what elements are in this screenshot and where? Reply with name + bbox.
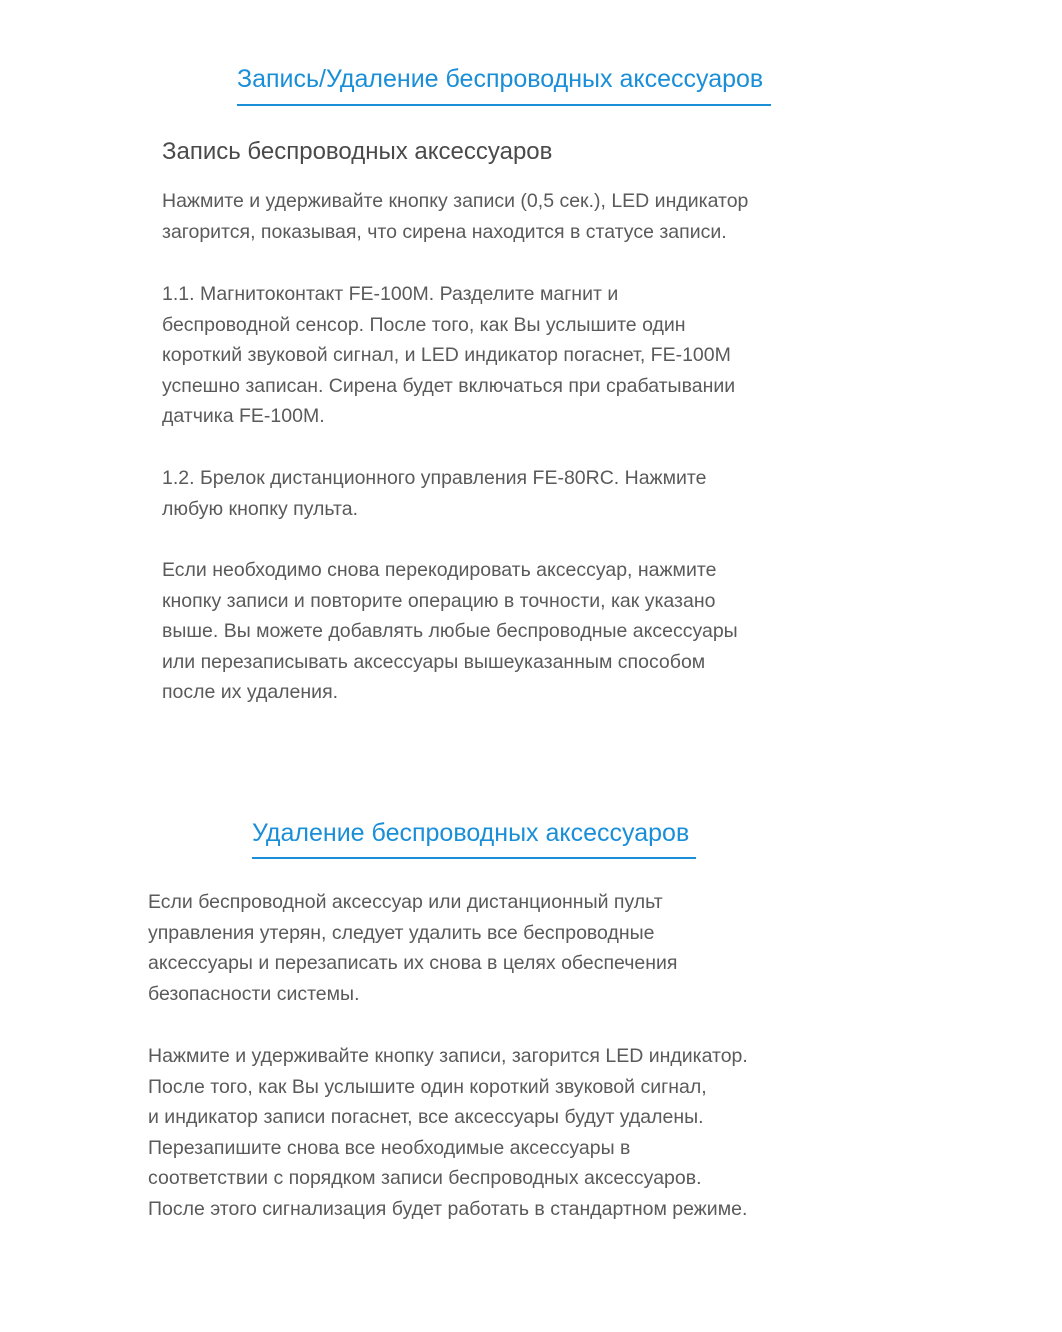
section-title-delete: Удаление беспроводных аксессуаров	[252, 819, 690, 847]
paragraph-magnetic-contact	[162, 279, 735, 432]
text-line: кнопку записи и повторите операцию в точности, как указано	[162, 589, 716, 612]
text-line: и индикатор записи погаснет, все аксессуары будут удалены.	[148, 1106, 704, 1128]
paragraph-record-intro	[162, 186, 748, 247]
text-line: управления утерян, следует удалить все беспроводные	[148, 921, 655, 944]
text-line: Нажмите и удерживайте кнопку записи, загорится LED индикатор.	[148, 1045, 748, 1067]
text-line: выше. Вы можете добавлять любые беспроводные аксессуары	[162, 620, 738, 642]
text-line: датчика FE-100M.	[162, 405, 325, 427]
text-line: 1.1. Магнитоконтакт FE-100M. Разделите магнит и	[162, 283, 619, 305]
text-line: Если беспроводной аксессуар или дистанционный пульт	[148, 891, 663, 913]
text-line: любую кнопку пульта.	[162, 497, 359, 520]
text-line: после их удаления.	[162, 681, 339, 703]
text-line: 1.2. Брелок дистанционного управления FE-80RC. Нажмите	[162, 467, 707, 489]
text-line: короткий звуковой сигнал, и LED индикатор погаснет, FE-100M	[162, 344, 731, 366]
text-line: или перезаписывать аксессуары вышеуказанным способом	[162, 650, 706, 673]
text-line: загорится, показывая, что сирена находится в статусе записи.	[162, 220, 727, 243]
title-underline	[252, 857, 696, 859]
text-line: После этого сигнализация будет работать в стандартном режиме.	[148, 1197, 748, 1220]
section-title-record-delete: Запись/Удаление беспроводных аксессуаров	[237, 65, 764, 93]
paragraph-lost-accessory	[148, 887, 677, 1009]
title-underline	[237, 104, 771, 106]
paragraph-delete-procedure	[148, 1041, 748, 1224]
text-line: После того, как Вы услышите один короткий звуковой сигнал,	[148, 1075, 707, 1098]
text-line: безопасности системы.	[148, 982, 360, 1005]
paragraph-recode-note	[162, 555, 738, 708]
text-line: Если необходимо снова перекодировать аксессуар, нажмите	[162, 559, 717, 581]
text-line: беспроводной сенсор. После того, как Вы услышите один	[162, 313, 686, 336]
paragraph-remote-keyfob	[162, 463, 706, 524]
text-line: аксессуары и перезаписать их снова в целях обеспечения	[148, 952, 678, 974]
text-line: Нажмите и удерживайте кнопку записи (0,5 сек.), LED индикатор	[162, 190, 749, 212]
text-line: успешно записан. Сирена будет включаться при срабатывании	[162, 374, 736, 397]
text-line: соответствии с порядком записи беспроводных аксессуаров.	[148, 1167, 702, 1189]
text-line: Перезапишите снова все необходимые аксессуары в	[148, 1136, 631, 1159]
subsection-title-record: Запись беспроводных аксессуаров	[162, 138, 553, 165]
